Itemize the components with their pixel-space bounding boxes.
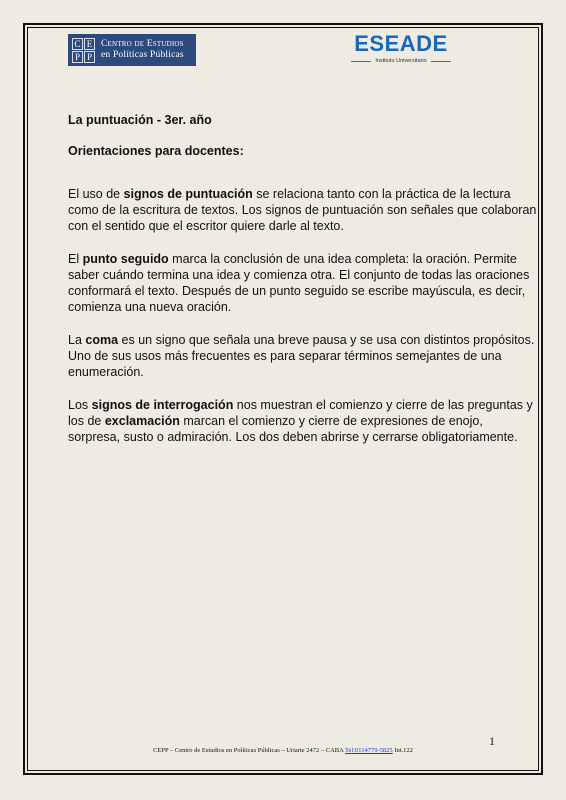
document-subtitle: Orientaciones para docentes: — [68, 144, 244, 158]
paragraph-line: Los signos de interrogación nos muestran el comienzo y cierre de las preguntas y — [68, 398, 533, 412]
paragraph — [68, 397, 533, 445]
cepp-cell: E — [84, 38, 95, 50]
cepp-logo-line1: Centro de Estudios — [101, 39, 184, 49]
eseade-logo-subtitle-row — [344, 58, 458, 64]
paragraph-line: como de la escritura de textos. Los signos de puntuación son señales que colaboran — [68, 203, 537, 217]
bold-term: punto seguido — [82, 252, 169, 266]
paragraph-line: comienza una nueva oración. — [68, 300, 232, 314]
cepp-cell: C — [72, 38, 83, 50]
document-title: La puntuación - 3er. año — [68, 113, 212, 127]
paragraph-line: El punto seguido marca la conclusión de una idea completa: la oración. Permite — [68, 252, 517, 266]
cepp-monogram — [72, 38, 95, 63]
bold-term: coma — [85, 333, 119, 347]
footer-suffix: Int.122 — [392, 747, 413, 754]
paragraph-line: Uno de sus usos más frecuentes es para separar términos semejantes de una — [68, 349, 502, 363]
eseade-logo-subtitle: Instituto Universitario — [375, 58, 427, 64]
paragraph — [68, 332, 535, 380]
footer-text: CEPP – Centro de Estudios en Políticas Públicas – Uriarte 2472 – CABA — [153, 747, 345, 754]
cepp-logo-text — [101, 39, 184, 61]
cepp-cell: P — [72, 51, 83, 63]
paragraph-line: saber cuándo termina una idea y comienza otra. El conjunto de todas las oraciones — [68, 268, 530, 282]
divider — [351, 61, 371, 62]
paragraph-line: conformará el texto. Después de un punto seguido se escribe mayúscula, es decir, — [68, 284, 526, 298]
paragraph — [68, 251, 530, 315]
bold-term: signos de interrogación — [91, 398, 234, 412]
eseade-logo-name: ESEADE — [354, 31, 448, 56]
paragraph-line: con el sentido que el escritor quiere darle al texto. — [68, 219, 344, 233]
footer-phone-link[interactable]: Tel:0114779-5825 — [345, 747, 393, 754]
cepp-logo-line2: en Políticas Públicas — [101, 50, 184, 60]
page-footer — [26, 747, 540, 754]
paragraph — [68, 186, 537, 234]
paragraph-line: El uso de signos de puntuación se relaciona tanto con la práctica de la lectura — [68, 187, 511, 201]
cepp-logo — [68, 34, 196, 66]
page-number: 1 — [489, 734, 495, 748]
paragraph-line: La coma es un signo que señala una breve pausa y se usa con distintos propósitos. — [68, 333, 535, 347]
paragraph-line: los de exclamación marcan el comienzo y cierre de expresiones de enojo, — [68, 414, 483, 428]
bold-term: signos de puntuación — [123, 187, 253, 201]
bold-term: exclamación — [104, 414, 180, 428]
paragraph-line: sorpresa, susto o admiración. Los dos deben abrirse y cerrarse obligatoriamente. — [68, 430, 518, 444]
eseade-logo — [344, 32, 458, 64]
paragraph-line: enumeración. — [68, 365, 144, 379]
cepp-cell: P — [84, 51, 95, 63]
divider — [431, 61, 451, 62]
document-body — [68, 186, 537, 462]
